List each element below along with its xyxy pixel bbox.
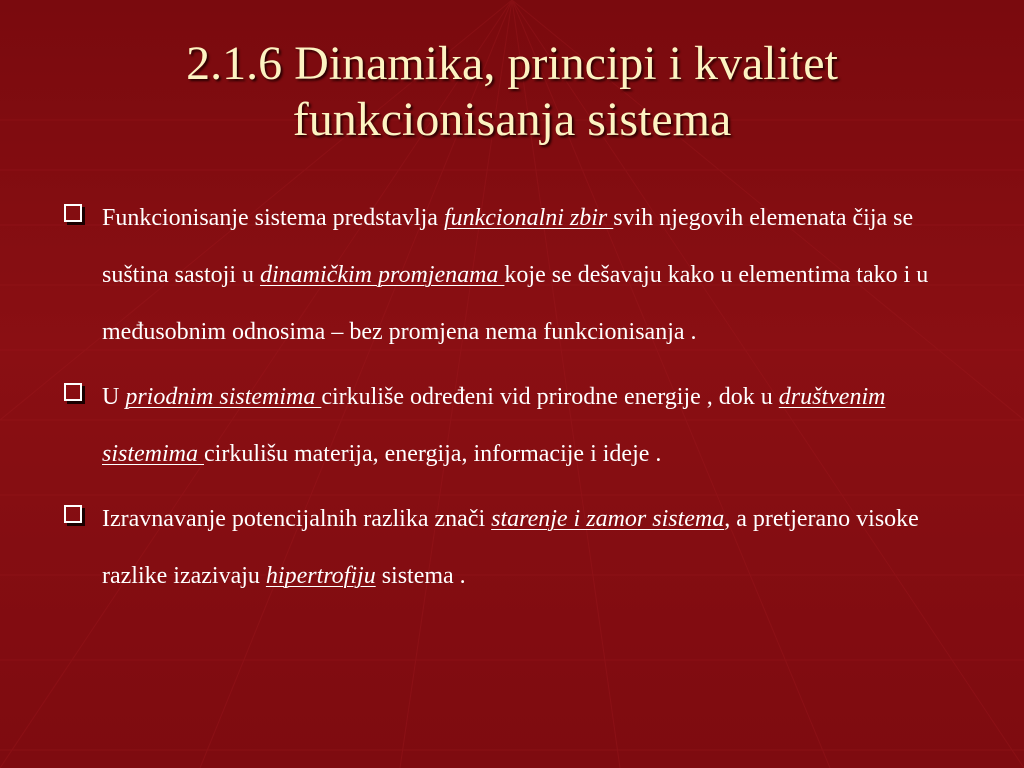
bullet-emphasis: funkcionalni zbir	[443, 205, 614, 231]
bullet-list	[60, 190, 970, 613]
hollow-square-bullet-icon	[64, 204, 82, 222]
bullet-item	[60, 190, 970, 361]
bullet-text: koje se dešavaju kako u elementima tako i u međusobnim odnosima – bez promjena nema funkcionisanja .	[102, 262, 929, 345]
title-line-2: funkcionisanja sistema	[292, 93, 732, 146]
bullet-item	[60, 491, 970, 605]
hollow-square-bullet-icon	[64, 505, 82, 523]
bullet-text: Izravnavanje potencijalnih razlika znači	[102, 506, 492, 532]
bullet-emphasis: dinamičkim promjenama	[260, 262, 505, 288]
title-line-1: 2.1.6 Dinamika, principi i kvalitet	[186, 37, 838, 90]
bullet-text: , a pretjerano visoke razlike izazivaju	[102, 506, 919, 589]
slide-title	[40, 36, 984, 148]
bullet-emphasis: društvenim sistemima	[102, 384, 886, 467]
bullet-text: U	[102, 384, 126, 410]
bullet-item	[60, 369, 970, 483]
bullet-text: cirkulišu materija, energija, informacije i ideje .	[204, 441, 662, 467]
bullet-text: cirkuliše određeni vid prirodne energije , dok u	[321, 384, 779, 410]
bullet-text: sistema .	[375, 563, 466, 589]
bullet-emphasis: hipertrofiju	[265, 563, 376, 589]
bullet-text: svih njegovih elemenata čija se suština sastoji u	[102, 205, 914, 288]
hollow-square-bullet-icon	[64, 383, 82, 401]
bullet-text: Funkcionisanje sistema predstavlja	[102, 205, 444, 231]
bullet-emphasis: starenje i zamor sistema	[491, 506, 725, 532]
bullet-emphasis: priodnim sistemima	[125, 384, 322, 410]
